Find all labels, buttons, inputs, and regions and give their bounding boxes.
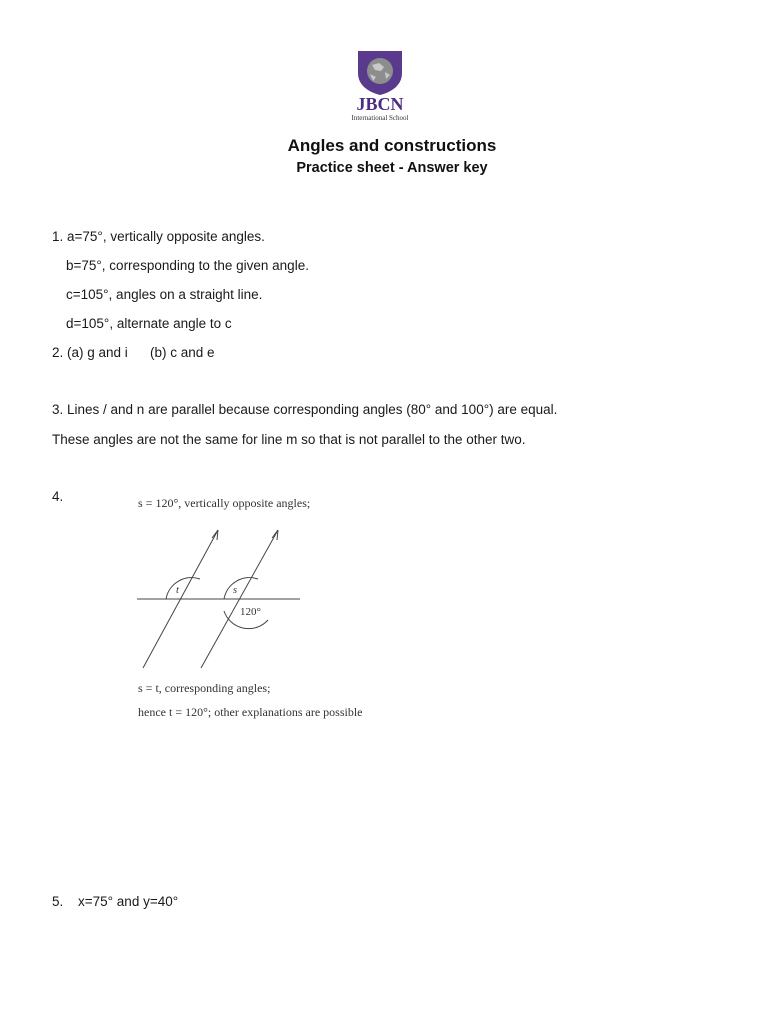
answer-2b: (b) c and e: [150, 345, 215, 360]
figure-line2: hence t = 120°; other explanations are possible: [138, 705, 363, 719]
logo-subtitle: International School: [351, 114, 409, 122]
logo-globe-icon: [367, 58, 393, 84]
label-t: t: [176, 585, 179, 596]
answer-2a: 2. (a) g and i: [52, 345, 128, 360]
answer-1a: 1. a=75°, vertically opposite angles.: [52, 229, 265, 244]
answer-3-line1: 3. Lines / and n are parallel because corresponding angles (80° and 100°) are equal.: [52, 402, 558, 417]
label-120: 120°: [240, 606, 261, 618]
page-title: Angles and constructions: [287, 136, 497, 155]
answer-1c: c=105°, angles on a straight line.: [66, 287, 263, 302]
answer-1b: b=75°, corresponding to the given angle.: [66, 258, 309, 273]
label-s: s: [233, 585, 238, 596]
school-logo: [332, 44, 432, 122]
answer-5-number: 5.: [52, 894, 64, 909]
logo-name: JBCN: [356, 94, 404, 114]
answer-3-line2: These angles are not the same for line m so that is not parallel to the other two.: [52, 432, 526, 447]
answer-1d: d=105°, alternate angle to c: [66, 316, 232, 331]
answer-5-text: x=75° and y=40°: [78, 894, 179, 909]
figure-line1: s = t, corresponding angles;: [138, 681, 271, 695]
figure-top-text: s = 120°, vertically opposite angles;: [138, 496, 311, 510]
angle-arc-t: [166, 578, 200, 599]
angle-figure: [132, 490, 408, 722]
answer-4-number: 4.: [52, 489, 64, 504]
page-subtitle: Practice sheet - Answer key: [296, 160, 488, 176]
